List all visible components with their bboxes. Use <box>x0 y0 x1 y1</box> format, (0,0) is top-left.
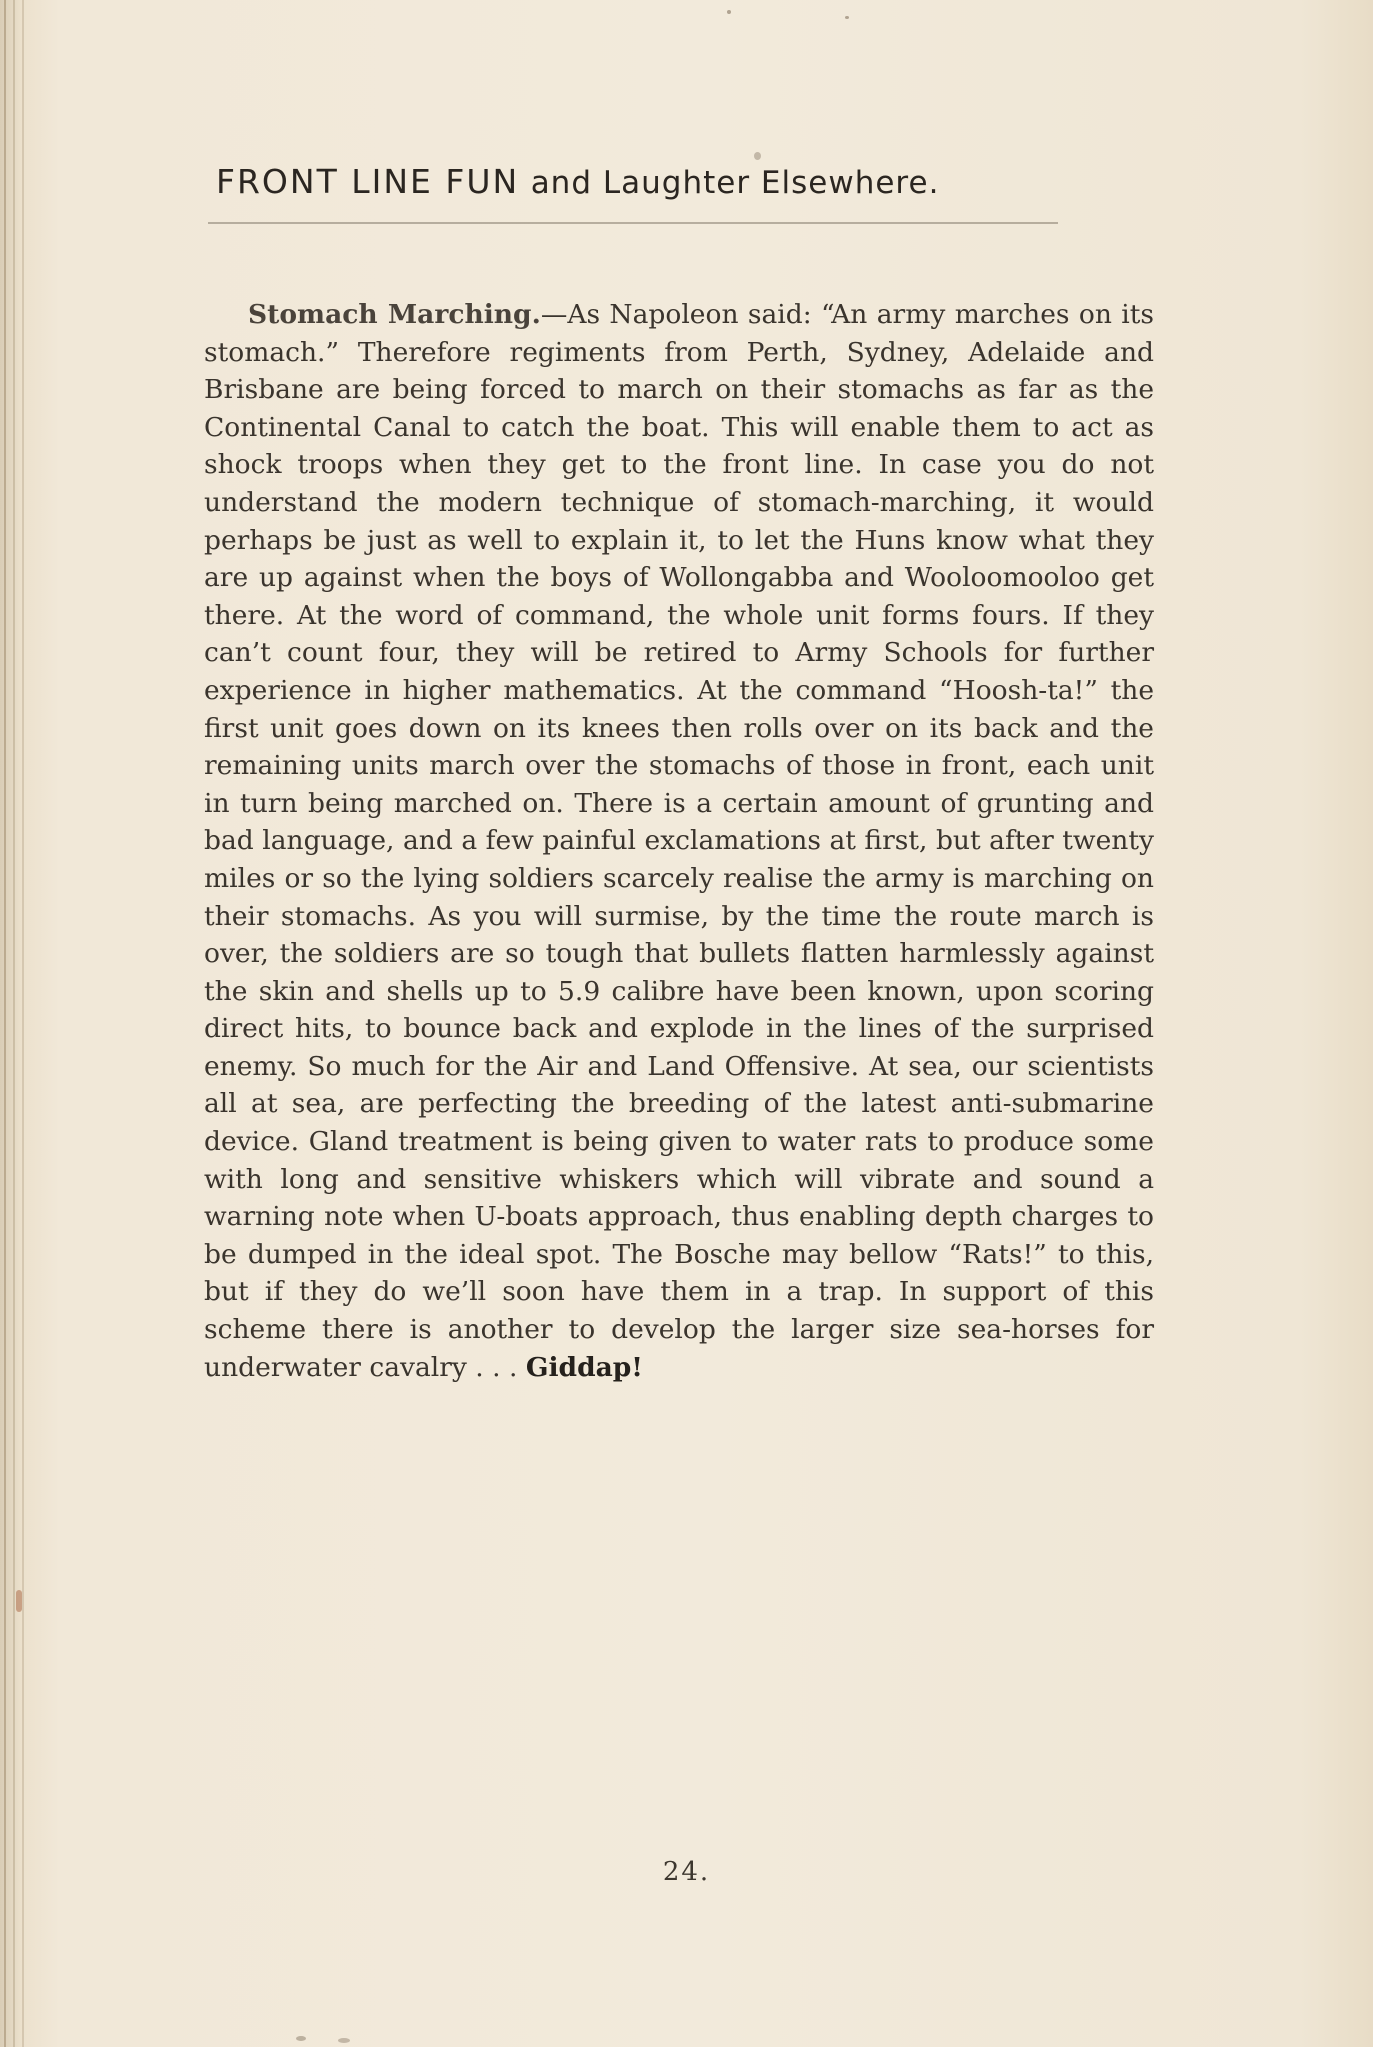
page-heading <box>216 162 1176 201</box>
heading-rest: and Laughter Elsewhere. <box>530 165 940 201</box>
article-end: Giddap! <box>525 1351 643 1383</box>
paper-speck <box>754 152 761 160</box>
paper-speck <box>338 2038 350 2043</box>
paper-speck <box>296 2036 306 2041</box>
paper-speck <box>727 10 731 14</box>
article-lead: Stomach Marching. <box>248 299 541 330</box>
heading-rule <box>208 222 1058 224</box>
article-body: —As Napoleon said: “An army marches on its stomach.” Therefore regiments from Perth, Sydney, Adelaide and Brisbane are being forced to march on their stomachs as far as the Continental Canal to catch the boat. This will enable them to act as shock troops when they get to the front line. In case you do not understand the modern technique of stomach-marching, it would perhaps be just as well to explain it, to let the Huns know what they are up against when the boys of Wollongabba and Wooloomooloo get there. At the word of command, the whole unit forms fours. If they can’t count four, they will be retired to Army Schools for further experience in higher mathematics. At the command “Hoosh-ta!” the first unit goes down on its knees then rolls over on its back and the remaining units march over the stomachs of those in front, each unit in turn being marched on. There is a certain amount of grunting and bad language, and a few painful exclamations at first, but after twenty miles or so the lying soldiers scarcely realise the army is marching on their stomachs. As you will surmise, by the time the route march is over, the soldiers are so tough that bullets flatten harmlessly against the skin and shells up to 5.9 calibre have been known, upon scoring direct hits, to bounce back and explode in the lines of the surprised enemy. So much for the Air and Land Offensive. At sea, our scientists all at sea, are perfecting the breeding of the latest anti-submarine device. Gland treatment is being given to water rats to produce some with long and sensitive whiskers which will vibrate and sound a warning note when U-boats approach, thus enabling depth charges to be dumped in the ideal spot. The Bosche may bellow “Rats!” to this, but if they do we’ll soon have them in a trap. In support of this scheme there is another to develop the larger size sea-horses for underwater cavalry . . . <box>204 299 1154 1383</box>
spine-edge-line <box>13 0 15 2047</box>
paper-stain <box>16 1590 22 1612</box>
heading-caps: FRONT LINE FUN <box>216 162 520 201</box>
paper-speck <box>845 16 849 19</box>
page-number: 24. <box>662 1857 711 1887</box>
article-paragraph <box>204 296 1154 1386</box>
spine-edge-line <box>22 0 24 2047</box>
spine-edge-line <box>4 0 6 2047</box>
